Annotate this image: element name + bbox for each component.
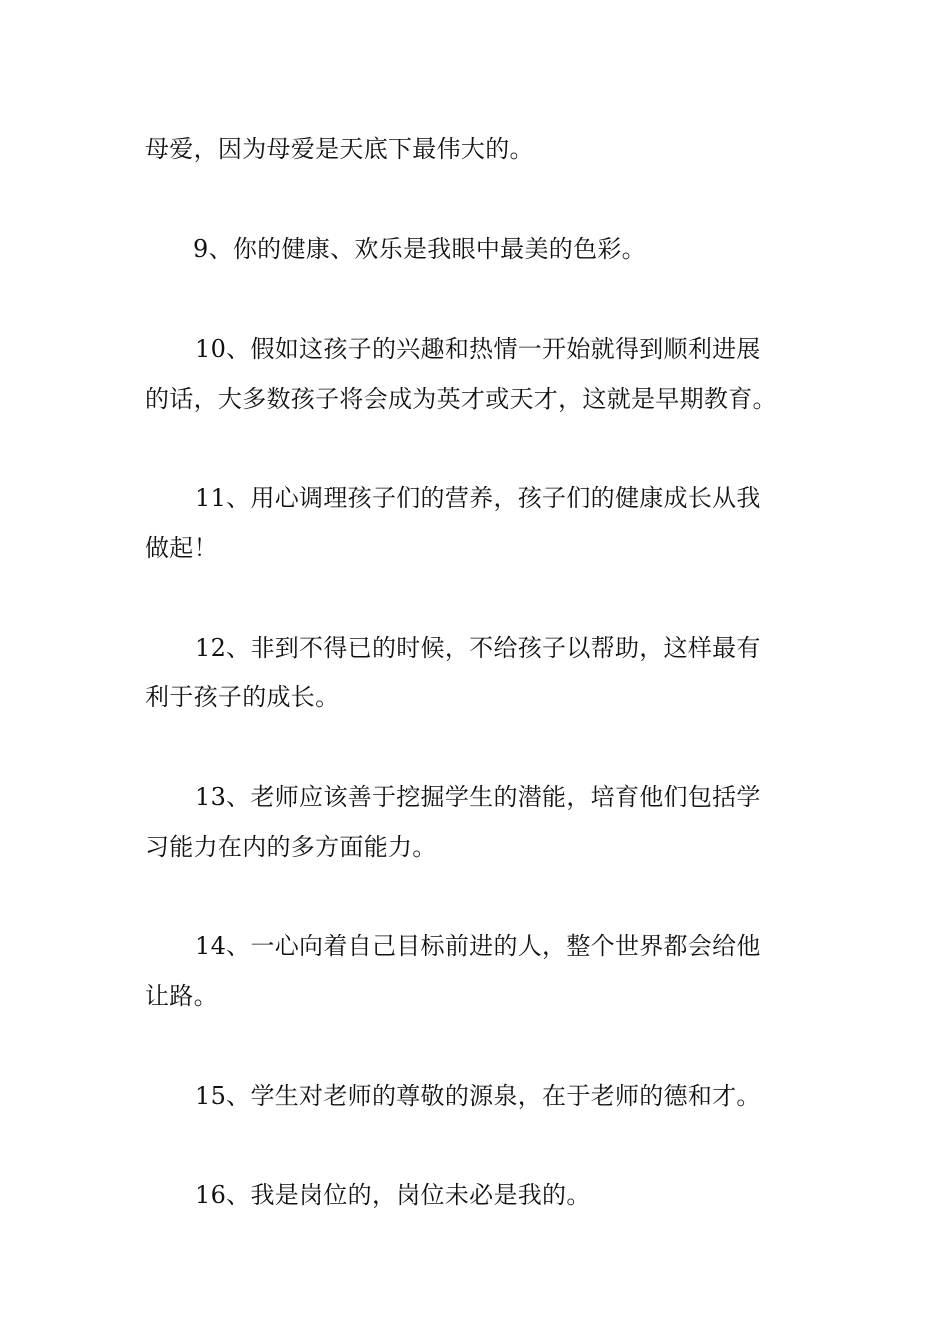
paragraph-line: 13、老师应该善于挖掘学生的潜能，培育他们包括学 — [195, 783, 761, 811]
paragraph-line: 的话，大多数孩子将会成为英才或天才，这就是早期教育。 — [145, 385, 777, 413]
paragraph-line: 9、你的健康、欢乐是我眼中最美的色彩。 — [193, 235, 646, 263]
paragraph-line: 12、非到不得已的时候，不给孩子以帮助，这样最有 — [195, 634, 761, 662]
paragraph-line: 母爱，因为母爱是天底下最伟大的。 — [145, 135, 534, 163]
paragraph-line: 利于孩子的成长。 — [145, 683, 340, 711]
paragraph-line: 16、我是岗位的，岗位未必是我的。 — [195, 1181, 591, 1209]
paragraph-line: 15、学生对老师的尊敬的源泉，在于老师的德和才。 — [195, 1082, 761, 1110]
paragraph-line: 14、一心向着自己目标前进的人，整个世界都会给他 — [195, 932, 761, 960]
paragraph-line: 让路。 — [145, 982, 218, 1010]
paragraph-line: 10、假如这孩子的兴趣和热情一开始就得到顺利进展 — [195, 335, 761, 363]
paragraph-line: 习能力在内的多方面能力。 — [145, 833, 437, 861]
paragraph-line: 做起！ — [145, 534, 218, 562]
paragraph-line: 11、用心调理孩子们的营养，孩子们的健康成长从我 — [195, 484, 761, 512]
